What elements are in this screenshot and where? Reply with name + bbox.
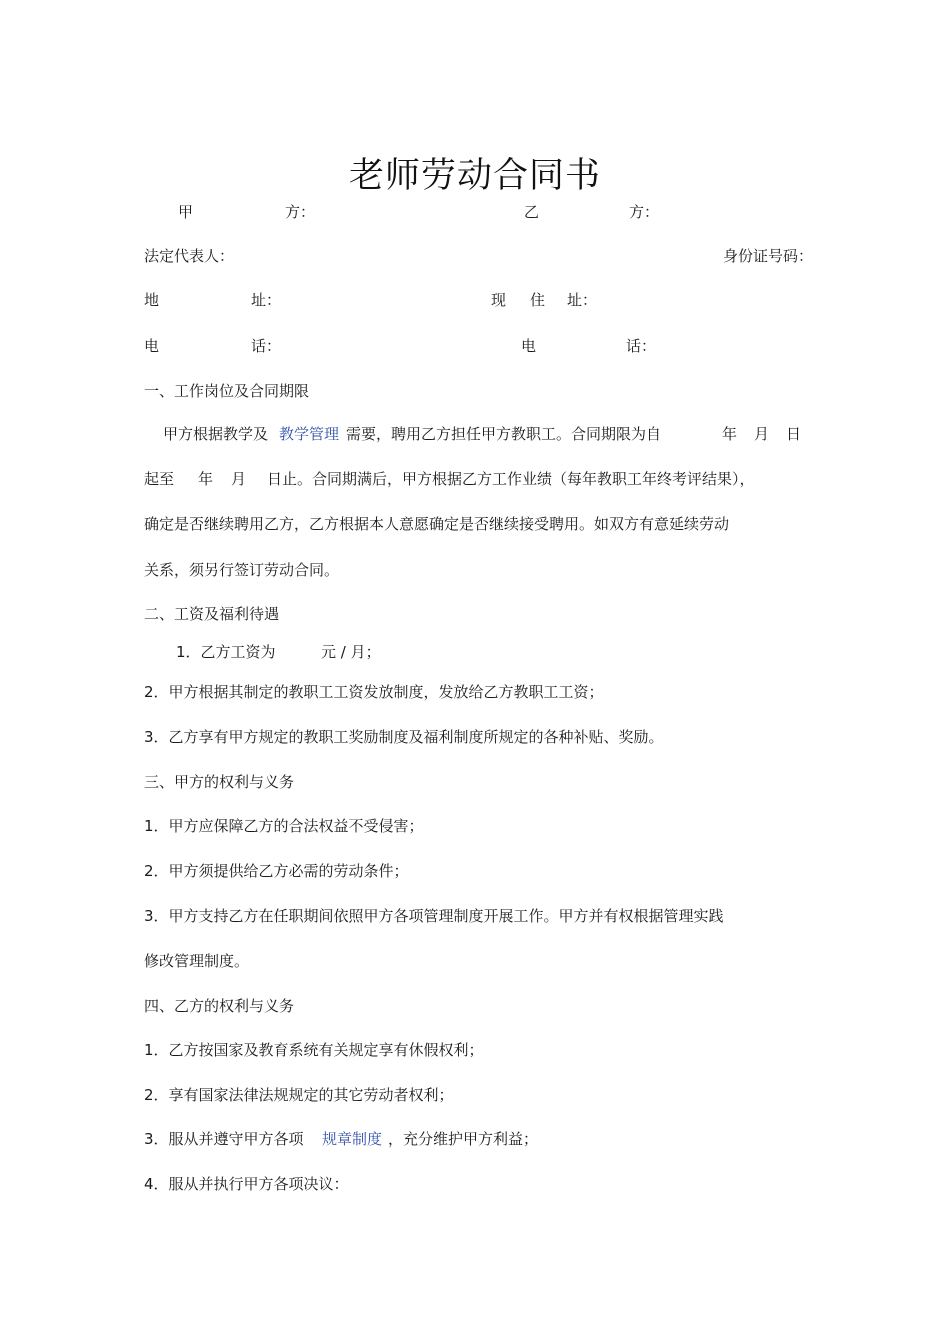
address-label-2: 址： — [251, 291, 282, 309]
s4-item3-a: 3．服从并遵守甲方各项 — [144, 1130, 304, 1148]
teaching-management-link[interactable]: 教学管理 — [279, 425, 340, 443]
s2-item3: 3．乙方享有甲方规定的教职工奖励制度及福利制度所规定的各种补贴、奖励。 — [144, 728, 664, 746]
current-address-label-2: 住 — [530, 291, 546, 309]
section-2-heading: 二、工资及福利待遇 — [144, 605, 280, 623]
phone-a-label-1: 电 — [144, 337, 160, 355]
s4-item3-b: ，充分维护甲方利益； — [388, 1130, 539, 1148]
s3-item1: 1．甲方应保障乙方的合法权益不受侵害； — [144, 817, 424, 835]
s1-line1-text-a: 甲方根据教学及 — [163, 425, 269, 443]
s3-item3-continuation: 修改管理制度。 — [144, 952, 250, 970]
s4-item2: 2．享有国家法律法规规定的其它劳动者权利； — [144, 1086, 454, 1104]
s2-item1-a: 1．乙方工资为 — [176, 643, 276, 661]
s1-line4: 关系，须另行签订劳动合同。 — [144, 561, 340, 579]
s1-day-label: 日 — [786, 425, 802, 443]
document-title: 老师劳动合同书 — [348, 156, 601, 196]
s3-item3: 3．甲方支持乙方在任职期间依照甲方各项管理制度开展工作。甲方并有权根据管理实践 — [144, 907, 724, 925]
phone-b-label-1: 电 — [521, 337, 537, 355]
s1-line1-text-b: 需要，聘用乙方担任甲方教职工。合同期限为自 — [346, 425, 662, 443]
section-4-heading: 四、乙方的权利与义务 — [144, 997, 295, 1015]
phone-b-label-2: 话： — [626, 337, 657, 355]
party-b-label-1: 乙 — [524, 203, 540, 221]
s4-item4: 4．服从并执行甲方各项决议： — [144, 1175, 349, 1193]
phone-a-label-2: 话： — [251, 337, 282, 355]
s1-line2-rest: 日止。合同期满后，甲方根据乙方工作业绩（每年教职工年终考评结果）， — [267, 470, 755, 488]
legal-rep-label: 法定代表人： — [144, 247, 235, 265]
s1-year-label: 年 — [722, 425, 738, 443]
s2-item2: 2．甲方根据其制定的教职工工资发放制度，发放给乙方教职工工资； — [144, 683, 604, 701]
s2-item1-b: 元 / 月； — [321, 643, 381, 661]
s1-month-label: 月 — [754, 425, 770, 443]
party-a-label-1: 甲 — [178, 203, 194, 221]
current-address-label-3: 址： — [567, 291, 598, 309]
s1-line2-year: 年 — [198, 470, 214, 488]
s1-line2-start: 起至 — [144, 470, 175, 488]
section-1-heading: 一、工作岗位及合同期限 — [144, 382, 310, 400]
s4-item1: 1．乙方按国家及教育系统有关规定享有休假权利； — [144, 1041, 484, 1059]
address-label-1: 地 — [144, 291, 160, 309]
rules-regulations-link[interactable]: 规章制度 — [322, 1130, 383, 1148]
s1-line3: 确定是否继续聘用乙方，乙方根据本人意愿确定是否继续接受聘用。如双方有意延续劳动 — [144, 515, 730, 533]
party-a-label-2: 方： — [285, 203, 316, 221]
current-address-label-1: 现 — [491, 291, 507, 309]
s3-item2: 2．甲方须提供给乙方必需的劳动条件； — [144, 862, 409, 880]
s1-line2-month: 月 — [231, 470, 247, 488]
id-number-label: 身份证号码： — [723, 247, 814, 265]
party-b-label-2: 方： — [629, 203, 660, 221]
section-3-heading: 三、甲方的权利与义务 — [144, 773, 295, 791]
